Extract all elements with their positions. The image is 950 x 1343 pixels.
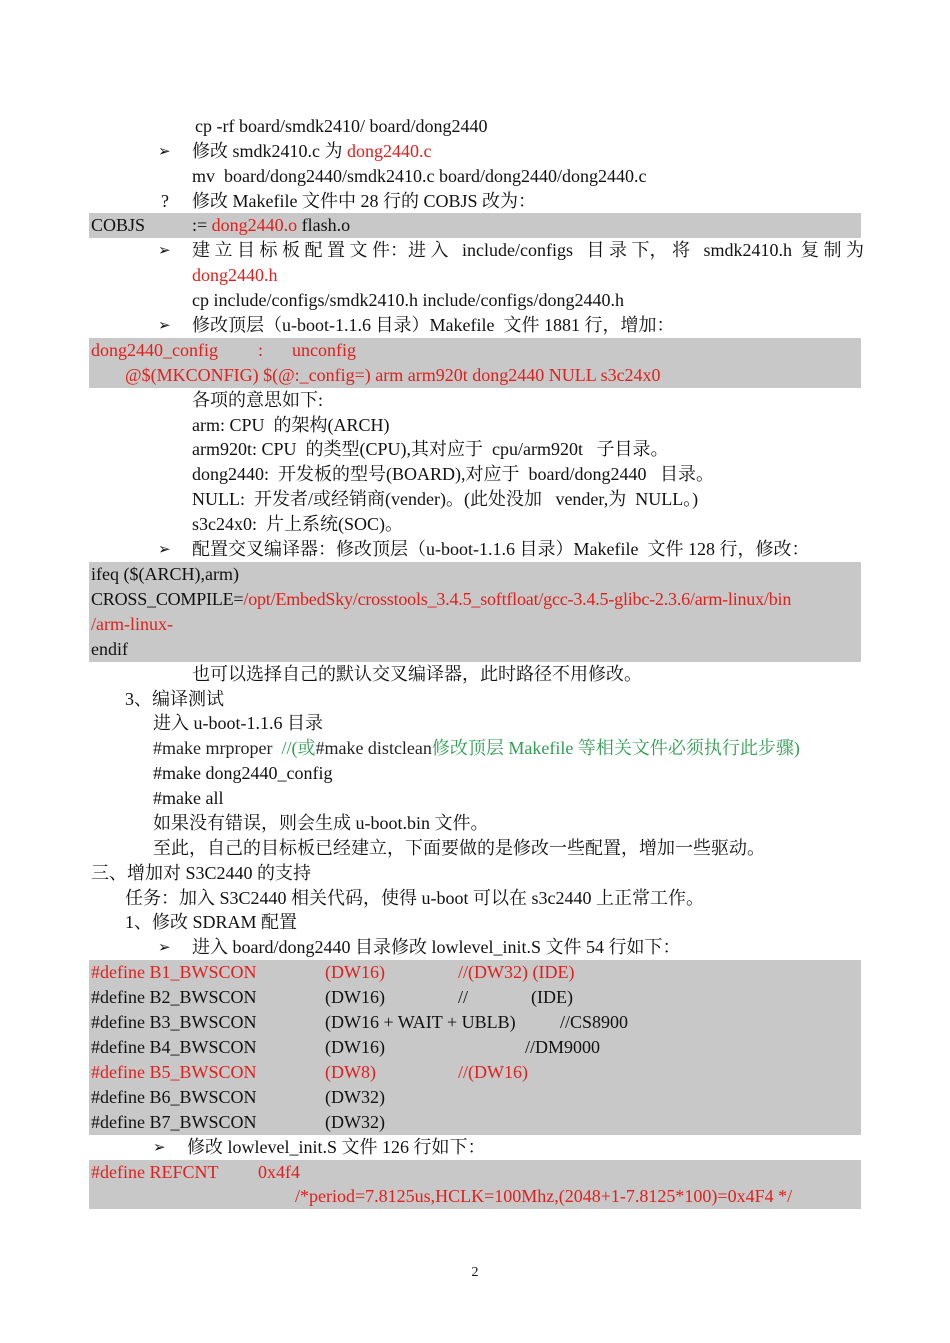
define-value: (DW8) xyxy=(325,1062,376,1082)
arrow-bullet-icon: ➢ xyxy=(158,316,171,334)
text-line: 进入 board/dong2440 目录修改 lowlevel_init.S 文件 54 行如下： xyxy=(192,937,681,957)
text-line: 如果没有错误，则会生成 u-boot.bin 文件。 xyxy=(153,813,489,833)
define-comment: // (IDE) xyxy=(458,987,573,1007)
code-line: : xyxy=(258,340,264,360)
text-line: NULL: 开发者/或经销商(vender)。(此处没加 vender,为 NULL。) xyxy=(192,489,699,509)
path-fragment: /opt/EmbedSky/crosstools_3.4.5_softfloat/gcc-3.4.5-glibc-2.3.6/arm-linux/bin xyxy=(243,589,792,609)
define-value: (DW32) xyxy=(325,1112,385,1132)
code-line xyxy=(91,587,791,612)
code-line: dong2440_config xyxy=(91,340,218,360)
code-line: endif xyxy=(91,639,128,659)
define-comment: //DM9000 xyxy=(525,1037,601,1057)
define-comment: //CS8900 xyxy=(560,1012,629,1032)
text-line: 任务：加入 S3C2440 相关代码，使得 u-boot 可以在 s3c2440 上正常工作。 xyxy=(125,888,705,908)
define-value: (DW16) xyxy=(325,1037,385,1057)
text-line: 至此，自己的目标板已经建立，下面要做的是修改一些配置，增加一些驱动。 xyxy=(153,838,765,858)
define-comment: //(DW16) xyxy=(458,1062,528,1082)
comment-fragment: 修改顶层 Makefile 等相关文件必须执行此步骤) xyxy=(431,738,800,758)
code-line: #define REFCNT xyxy=(91,1162,219,1182)
command-fragment: #make distclean xyxy=(315,738,432,758)
code-line: /arm-linux- xyxy=(91,614,173,634)
arrow-bullet-icon: ➢ xyxy=(158,540,171,558)
text-line: 修改顶层（u-boot-1.1.6 目录）Makefile 文件 1881 行，增加： xyxy=(192,315,675,335)
define-comment: //(DW32) (IDE) xyxy=(458,962,575,982)
page-number: 2 xyxy=(471,1265,479,1280)
section-heading: 3、编译测试 xyxy=(125,689,224,709)
comment-fragment: //(或 xyxy=(281,738,316,758)
define-value: (DW32) xyxy=(325,1087,385,1107)
text-line xyxy=(192,139,432,164)
define-name: #define B1_BWSCON xyxy=(91,962,257,982)
section-heading: 1、修改 SDRAM 配置 xyxy=(125,912,298,932)
define-value: (DW16 + WAIT + UBLB) xyxy=(325,1012,516,1032)
code-line: 0x4f4 xyxy=(258,1162,300,1182)
define-name: #define B3_BWSCON xyxy=(91,1012,257,1032)
code-line xyxy=(192,213,350,238)
command-line: mv board/dong2440/smdk2410.c board/dong2440/dong2440.c xyxy=(192,166,647,186)
define-name: #define B5_BWSCON xyxy=(91,1062,257,1082)
arrow-bullet-icon: ➢ xyxy=(158,241,171,259)
command-line: cp include/configs/smdk2410.h include/configs/dong2440.h xyxy=(192,290,624,310)
text-line: 修改 Makefile 文件中 28 行的 COBJS 改为： xyxy=(192,191,536,211)
define-name: #define B4_BWSCON xyxy=(91,1037,257,1057)
text-line: dong2440: 开发板的型号(BOARD),对应于 board/dong2440 目录。 xyxy=(192,464,714,484)
text-line: 进入 u-boot-1.1.6 目录 xyxy=(153,713,323,733)
define-name: #define B6_BWSCON xyxy=(91,1087,257,1107)
text-line: 配置交叉编译器：修改顶层（u-boot-1.1.6 目录）Makefile 文件 128 行，修改： xyxy=(192,539,810,559)
code-line: COBJS xyxy=(91,215,146,235)
command-line: #make all xyxy=(153,788,224,808)
code-line: unconfig xyxy=(292,340,356,360)
code-comment-line: /*period=7.8125us,HCLK=100Mhz,(2048+1-7.8125*100)=0x4F4 */ xyxy=(295,1186,793,1206)
code-fragment: flash.o xyxy=(297,215,351,235)
text-line: 建 立 目 标 板 配 置 文 件：进 入 include/configs 目 录 下， 将 smdk2410.h 复 制 为 xyxy=(192,240,864,260)
define-name: #define B7_BWSCON xyxy=(91,1112,257,1132)
text-line: arm: CPU 的架构(ARCH) xyxy=(192,415,390,435)
highlight-fragment: dong2440.o xyxy=(211,215,298,235)
code-line: ifeq ($(ARCH),arm) xyxy=(91,564,239,584)
arrow-bullet-icon: ➢ xyxy=(153,1138,166,1156)
text-line: 也可以选择自己的默认交叉编译器，此时路径不用修改。 xyxy=(192,664,642,684)
text-line: 各项的意思如下: xyxy=(192,390,324,410)
command-line: #make dong2440_config xyxy=(153,763,333,783)
code-fragment: := xyxy=(192,215,212,235)
code-fragment: CROSS_COMPILE= xyxy=(91,589,244,609)
command-fragment: #make mrproper xyxy=(153,738,282,758)
highlight-fragment: dong2440.c xyxy=(347,141,432,161)
text-line: s3c24x0: 片上系统(SOC)。 xyxy=(192,514,403,534)
text-line: 修改 lowlevel_init.S 文件 126 行如下： xyxy=(187,1137,486,1157)
arrow-bullet-icon: ➢ xyxy=(158,938,171,956)
arrow-bullet-icon: ➢ xyxy=(158,142,171,160)
define-name: #define B2_BWSCON xyxy=(91,987,257,1007)
section-heading: 三、增加对 S3C2440 的支持 xyxy=(91,863,312,883)
define-value: (DW16) xyxy=(325,987,385,1007)
text-line: arm920t: CPU 的类型(CPU),其对应于 cpu/arm920t 子目录。 xyxy=(192,439,669,459)
text-line: dong2440.h xyxy=(192,265,278,285)
code-line: @$(MKCONFIG) $(@:_config=) arm arm920t dong2440 NULL s3c24x0 xyxy=(125,365,661,385)
question-bullet: ? xyxy=(161,191,169,211)
command-line: cp -rf board/smdk2410/ board/dong2440 xyxy=(195,116,488,136)
define-value: (DW16) xyxy=(325,962,385,982)
text-fragment: 修改 smdk2410.c 为 xyxy=(192,141,347,161)
command-line xyxy=(153,736,800,761)
